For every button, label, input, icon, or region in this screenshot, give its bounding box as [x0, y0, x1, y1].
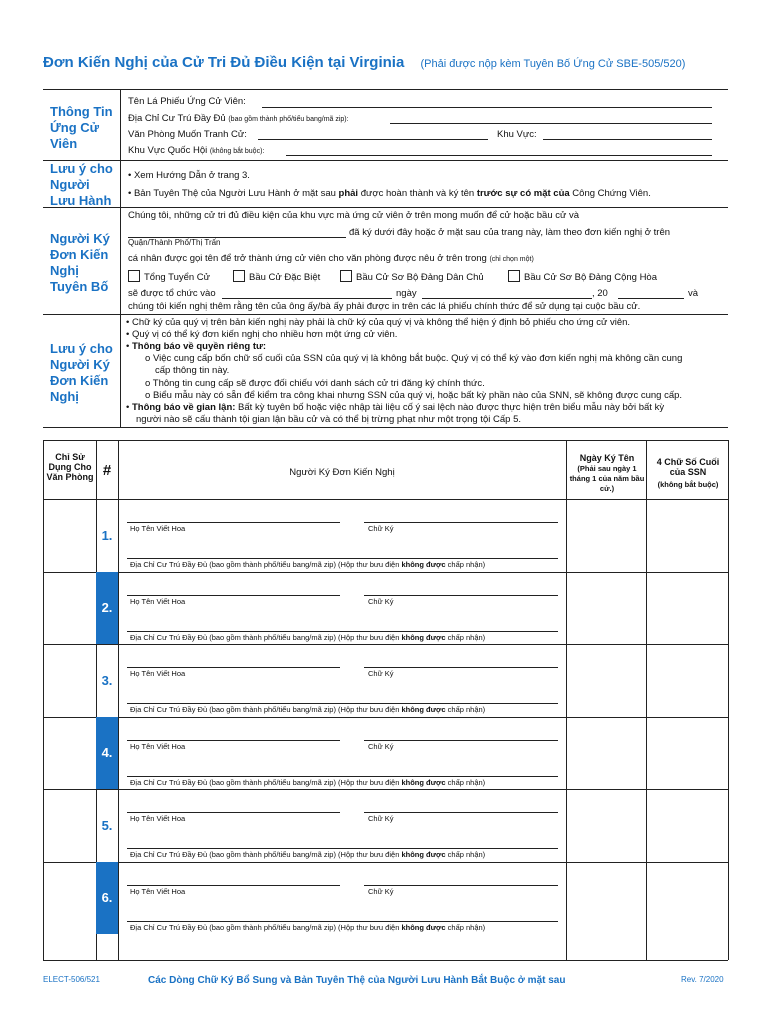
ssn-cell[interactable]	[647, 717, 727, 789]
note-text: Xem Hướng Dẫn ở trang 3.	[133, 170, 250, 181]
candidate-info-label: Thông Tin Ứng Cử Viên	[50, 104, 113, 151]
office-use-cell	[44, 717, 95, 789]
address-label	[130, 850, 485, 859]
form-subtitle: (Phải được nộp kèm Tuyên Bố Ứng Cử SBE-505/520)	[420, 58, 686, 70]
privacy-sub-2: o Thông tin cung cấp sẽ được đối chiếu với danh sách cử tri đăng ký chính thức.	[145, 378, 485, 389]
address-field[interactable]	[127, 921, 558, 922]
office-label: Văn Phòng Muốn Tranh Cử:	[128, 129, 247, 140]
year-field[interactable]	[618, 298, 684, 299]
address-label-bold: không được	[401, 922, 446, 932]
checkbox[interactable]	[128, 270, 140, 282]
row-number: 1.	[101, 527, 113, 543]
date-signed-cell[interactable]	[567, 572, 645, 644]
address-label-bold: không được	[401, 632, 446, 642]
address-label	[130, 923, 485, 932]
signature-field[interactable]	[364, 885, 558, 886]
table-top	[43, 440, 728, 441]
office-use-cell	[44, 572, 95, 644]
table-col-2	[118, 440, 119, 960]
printed-name-label: Họ Tên Viết Hoa	[130, 596, 186, 606]
signature-label: Chữ Ký	[368, 596, 394, 606]
candidate-name-label: Tên Lá Phiếu Ứng Cử Viên:	[128, 96, 246, 107]
signature-field[interactable]	[364, 667, 558, 668]
and-label: và	[688, 288, 699, 299]
address-label-text: chấp nhận)	[445, 705, 486, 714]
office-use-header: Chỉ Sử Dụng Cho Văn Phòng	[46, 452, 94, 482]
address-label	[130, 778, 485, 787]
office-use-cell	[44, 499, 95, 571]
congress-hint: (không bắt buộc):	[209, 148, 265, 155]
ssn-hint: (không bắt buộc)	[657, 480, 719, 489]
circulator-note-label: Lưu ý cho Người Lưu Hành	[50, 161, 113, 208]
petition-line-2: đã ký dưới đây hoặc ở mặt sau của trang này, làm theo đơn kiến nghị ở trên	[349, 227, 671, 238]
option-dem-primary[interactable]	[340, 270, 484, 284]
address-label-text: Địa Chỉ Cư Trú Đầy Đủ	[128, 113, 226, 124]
row-number: 6.	[96, 862, 118, 934]
ssn-cell[interactable]	[647, 499, 727, 571]
signature-field[interactable]	[364, 812, 558, 813]
date-signed-cell[interactable]	[567, 862, 645, 934]
checkbox[interactable]	[233, 270, 245, 282]
note-text: Công Chứng Viên.	[569, 188, 651, 199]
fraud-notice: • Thông báo về gian lận: Bất kỳ tuyên bố hoặc việc nhập tài liệu cố ý sai lệch nào được thực hiện trên biểu mẫu này bởi bất kỳ	[126, 402, 665, 413]
circulator-note-1: • Xem Hướng Dẫn ở trang 3.	[128, 170, 250, 181]
note-text: Bản Tuyên Thệ của Người Lưu Hành ở mặt sau	[133, 188, 339, 199]
address-label-text: chấp nhận)	[445, 922, 486, 932]
address-field[interactable]	[127, 848, 558, 849]
address-field[interactable]	[127, 558, 558, 559]
address-field[interactable]	[127, 776, 558, 777]
note-text: Việc cung cấp bốn chữ số cuối của SSN của quý vị là không bắt buộc. Quý vị có thể ký vào đơn kiến nghị mà không cần cung	[152, 353, 683, 364]
ssn-cell[interactable]	[647, 572, 727, 644]
day-field[interactable]	[422, 298, 592, 299]
ssn-header-text: 4 Chữ Số Cuối của SSN	[656, 457, 720, 477]
checkbox[interactable]	[340, 270, 352, 282]
row-number: 4.	[96, 717, 118, 789]
congress-label	[128, 145, 264, 158]
signature-field[interactable]	[364, 740, 558, 741]
option-label: Bầu Cử Sơ Bộ Đảng Cộng Hòa	[524, 272, 657, 283]
address-label-text: Địa Chỉ Cư Trú Đầy Đủ (bao gồm thành phố/tiểu bang/mã zip) (Hộp thư bưu điện	[130, 922, 402, 932]
table-right	[728, 440, 729, 960]
address-label-text: chấp nhận)	[445, 632, 486, 642]
county-label: Quận/Thành Phố/Thị Trấn	[128, 238, 221, 247]
address-label	[130, 560, 485, 569]
candidate-address-label	[128, 113, 349, 126]
row-number: 2.	[96, 572, 118, 644]
signature-label: Chữ Ký	[368, 741, 394, 751]
ssn-header	[648, 457, 728, 490]
checkbox[interactable]	[508, 270, 520, 282]
privacy-sub-3: o Biểu mẫu này có sẵn để kiểm tra công khai nhưng SSN của quý vị, hoặc bất kỳ phần nào của SNN, sẽ không được cung cấp.	[145, 390, 683, 401]
address-label-bold: không được	[401, 705, 446, 714]
signer-notes-label: Lưu ý cho Người Ký Đơn Kiến Nghị	[50, 341, 113, 404]
address-label-text: Địa Chỉ Cư Trú Đầy Đủ (bao gồm thành phố/tiểu bang/mã zip) (Hộp thư bưu điện	[130, 632, 402, 642]
note-text: Quý vị có thể ký đơn kiến nghị cho nhiều hơn một ứng cử viên.	[131, 329, 398, 340]
date-signed-cell[interactable]	[567, 717, 645, 789]
note-text: Bất kỳ tuyên bố hoặc việc nhập tài liệu cố ý sai lệch nào được thực hiện trên biểu mẫu này bởi bất kỳ	[235, 402, 665, 413]
day-label: ngày	[396, 288, 417, 299]
revision: Rev. 7/2020	[681, 975, 724, 984]
date-header	[568, 453, 646, 494]
line3-text: cá nhân được gọi tên để trở thành ứng cử viên cho văn phòng được nêu ở trên trong	[128, 253, 487, 264]
congress-field[interactable]	[286, 155, 712, 156]
address-label-text: Địa Chỉ Cư Trú Đầy Đủ (bao gồm thành phố/tiểu bang/mã zip) (Hộp thư bưu điện	[130, 777, 402, 787]
note-text: Chữ ký của quý vị trên bản kiến nghị này phải là chữ ký của quý vị và không thể hiện ý định bỏ phiếu cho ứng cử viên.	[131, 317, 631, 328]
circulator-note-2: • Bản Tuyên Thệ của Người Lưu Hành ở mặt sau phải được hoàn thành và ký tên trước sự có mặt của Công Chứng Viên.	[128, 188, 651, 199]
page-title	[43, 54, 685, 71]
address-label-text: chấp nhận)	[445, 560, 486, 569]
option-label: Bầu Cử Đặc Biệt	[249, 272, 321, 283]
option-general[interactable]	[128, 270, 210, 284]
note-text: Biểu mẫu này có sẵn để kiểm tra công khai nhưng SSN của quý vị, hoặc bất kỳ phần nào của SNN, sẽ không được cung cấp.	[152, 390, 683, 401]
held-on-label: sẽ được tổ chức vào	[128, 288, 216, 299]
divider	[43, 427, 728, 428]
divider	[43, 160, 728, 161]
signature-label: Chữ Ký	[368, 886, 394, 896]
signer-note-2: • Quý vị có thể ký đơn kiến nghị cho nhiều hơn một ứng cử viên.	[126, 329, 398, 340]
address-label-bold: không được	[401, 560, 446, 569]
signature-label: Chữ Ký	[368, 814, 394, 823]
date-signed-cell[interactable]	[567, 644, 645, 716]
signature-field[interactable]	[364, 595, 558, 596]
date-hint: (Phải sau ngày 1 tháng 1 của năm bầu cử.)	[569, 464, 645, 493]
date-signed-cell[interactable]	[567, 499, 645, 571]
congress-label-text: Khu Vực Quốc Hội	[128, 145, 208, 156]
form-title: Đơn Kiến Nghị của Cử Tri Đủ Điều Kiện tại Virginia	[43, 54, 405, 71]
address-field[interactable]	[127, 631, 558, 632]
note-text: được hoàn thành và ký tên	[358, 188, 477, 199]
printed-name-label: Họ Tên Viết Hoa	[130, 741, 186, 751]
option-label: Bầu Cử Sơ Bộ Đảng Dân Chủ	[356, 272, 484, 283]
date-signed-cell[interactable]	[567, 789, 645, 861]
signature-label: Chữ Ký	[368, 524, 394, 533]
printed-name-field[interactable]	[127, 885, 340, 886]
privacy-sub-1: o Việc cung cấp bốn chữ số cuối của SSN của quý vị là không bắt buộc. Quý vị có thể ký vào đơn kiến nghị mà không cần cung	[145, 353, 683, 364]
signer-note-1: • Chữ ký của quý vị trên bản kiến nghị này phải là chữ ký của quý vị và không thể hiện ý định bỏ phiếu cho ứng cử viên.	[126, 317, 631, 328]
signers-label: Người Ký Đơn Kiến Nghị Tuyên Bố	[50, 231, 110, 294]
note-bold: Thông báo về quyền riêng tư:	[131, 341, 267, 352]
divider	[43, 314, 728, 315]
petition-line-5: chúng tôi kiến nghị thêm rằng tên của ông ấy/bà ấy phải được in trên các lá phiếu chính thức để sử dụng tại cuộc bầu cử.	[128, 301, 641, 312]
district-label: Khu Vực:	[497, 129, 537, 140]
office-use-cell	[44, 789, 95, 861]
row-number: 3.	[101, 672, 113, 688]
note-bold: trước sự có mặt của	[476, 188, 570, 199]
address-label-bold: không được	[401, 777, 446, 787]
number-header: #	[102, 462, 112, 479]
printed-name-field[interactable]	[127, 740, 340, 741]
signature-field[interactable]	[364, 522, 558, 523]
address-label-text: Địa Chỉ Cư Trú Đầy Đủ (bao gồm thành phố/tiểu bang/mã zip) (Hộp thư bưu điện	[130, 560, 402, 569]
candidate-address-field[interactable]	[390, 123, 712, 124]
printed-name-field[interactable]	[127, 522, 340, 523]
address-hint: (bao gồm thành phố/tiểu bang/mã zip):	[228, 116, 349, 123]
candidate-name-field[interactable]	[262, 107, 712, 108]
table-bottom	[43, 960, 728, 961]
printed-name-label: Họ Tên Viết Hoa	[130, 886, 186, 896]
printed-name-label: Họ Tên Viết Hoa	[130, 669, 186, 678]
petition-line-1: Chúng tôi, những cử tri đủ điều kiện của khu vực mà ứng cử viên ở trên mong muốn để cử hoặc bầu cử và	[128, 210, 580, 221]
signer-note-3: • Thông báo về quyền riêng tư:	[126, 341, 267, 352]
office-field[interactable]	[258, 139, 488, 140]
signature-label: Chữ Ký	[368, 669, 394, 678]
printed-name-label: Họ Tên Viết Hoa	[130, 524, 186, 533]
office-use-cell	[44, 644, 95, 716]
row-number: 5.	[101, 817, 113, 833]
signer-header: Người Ký Đơn Kiến Nghị	[289, 467, 395, 478]
line3-hint: (chỉ chọn một)	[489, 256, 534, 263]
address-label	[130, 633, 485, 642]
address-label-text: chấp nhận)	[445, 777, 486, 787]
office-use-cell	[44, 862, 95, 934]
divider	[120, 89, 121, 427]
option-special[interactable]	[233, 270, 320, 284]
address-label	[130, 705, 485, 714]
fraud-notice-2: người nào sẽ cấu thành tội gian lận bầu cử và có thể bị trừng phạt như một trọng tội Cấp 5.	[136, 414, 521, 425]
address-label-text: Địa Chỉ Cư Trú Đầy Đủ (bao gồm thành phố/tiểu bang/mã zip) (Hộp thư bưu điện	[130, 705, 402, 714]
printed-name-field[interactable]	[127, 667, 340, 668]
note-bold: Thông báo về gian lận:	[131, 402, 236, 413]
note-bold: phải	[338, 188, 359, 199]
ssn-cell[interactable]	[647, 789, 727, 861]
ssn-cell[interactable]	[647, 644, 727, 716]
year-prefix: , 20	[592, 288, 608, 299]
address-label-bold: không được	[401, 850, 446, 859]
ssn-cell[interactable]	[647, 862, 727, 934]
address-label-text: Địa Chỉ Cư Trú Đầy Đủ (bao gồm thành phố/tiểu bang/mã zip) (Hộp thư bưu điện	[130, 850, 402, 859]
printed-name-field[interactable]	[127, 595, 340, 596]
divider	[43, 207, 728, 208]
district-field[interactable]	[543, 139, 712, 140]
address-field[interactable]	[127, 703, 558, 704]
option-label: Tổng Tuyển Cử	[144, 272, 211, 283]
address-label-text: chấp nhận)	[445, 850, 486, 859]
note-text: Thông tin cung cấp sẽ được đối chiếu với danh sách cử tri đăng ký chính thức.	[152, 378, 485, 389]
form-id: ELECT-506/521	[43, 975, 100, 984]
printed-name-field[interactable]	[127, 812, 340, 813]
election-date-field[interactable]	[222, 298, 392, 299]
petition-line-3	[128, 253, 534, 266]
footer-note: Các Dòng Chữ Ký Bổ Sung và Bản Tuyên Thệ của Người Lưu Hành Bắt Buộc ở mặt sau	[148, 975, 566, 986]
privacy-sub-1b: cấp thông tin này.	[155, 365, 230, 376]
printed-name-label: Họ Tên Viết Hoa	[130, 814, 186, 823]
date-header-text: Ngày Ký Tên	[579, 453, 635, 463]
divider	[43, 89, 728, 90]
option-rep-primary[interactable]	[508, 270, 657, 284]
